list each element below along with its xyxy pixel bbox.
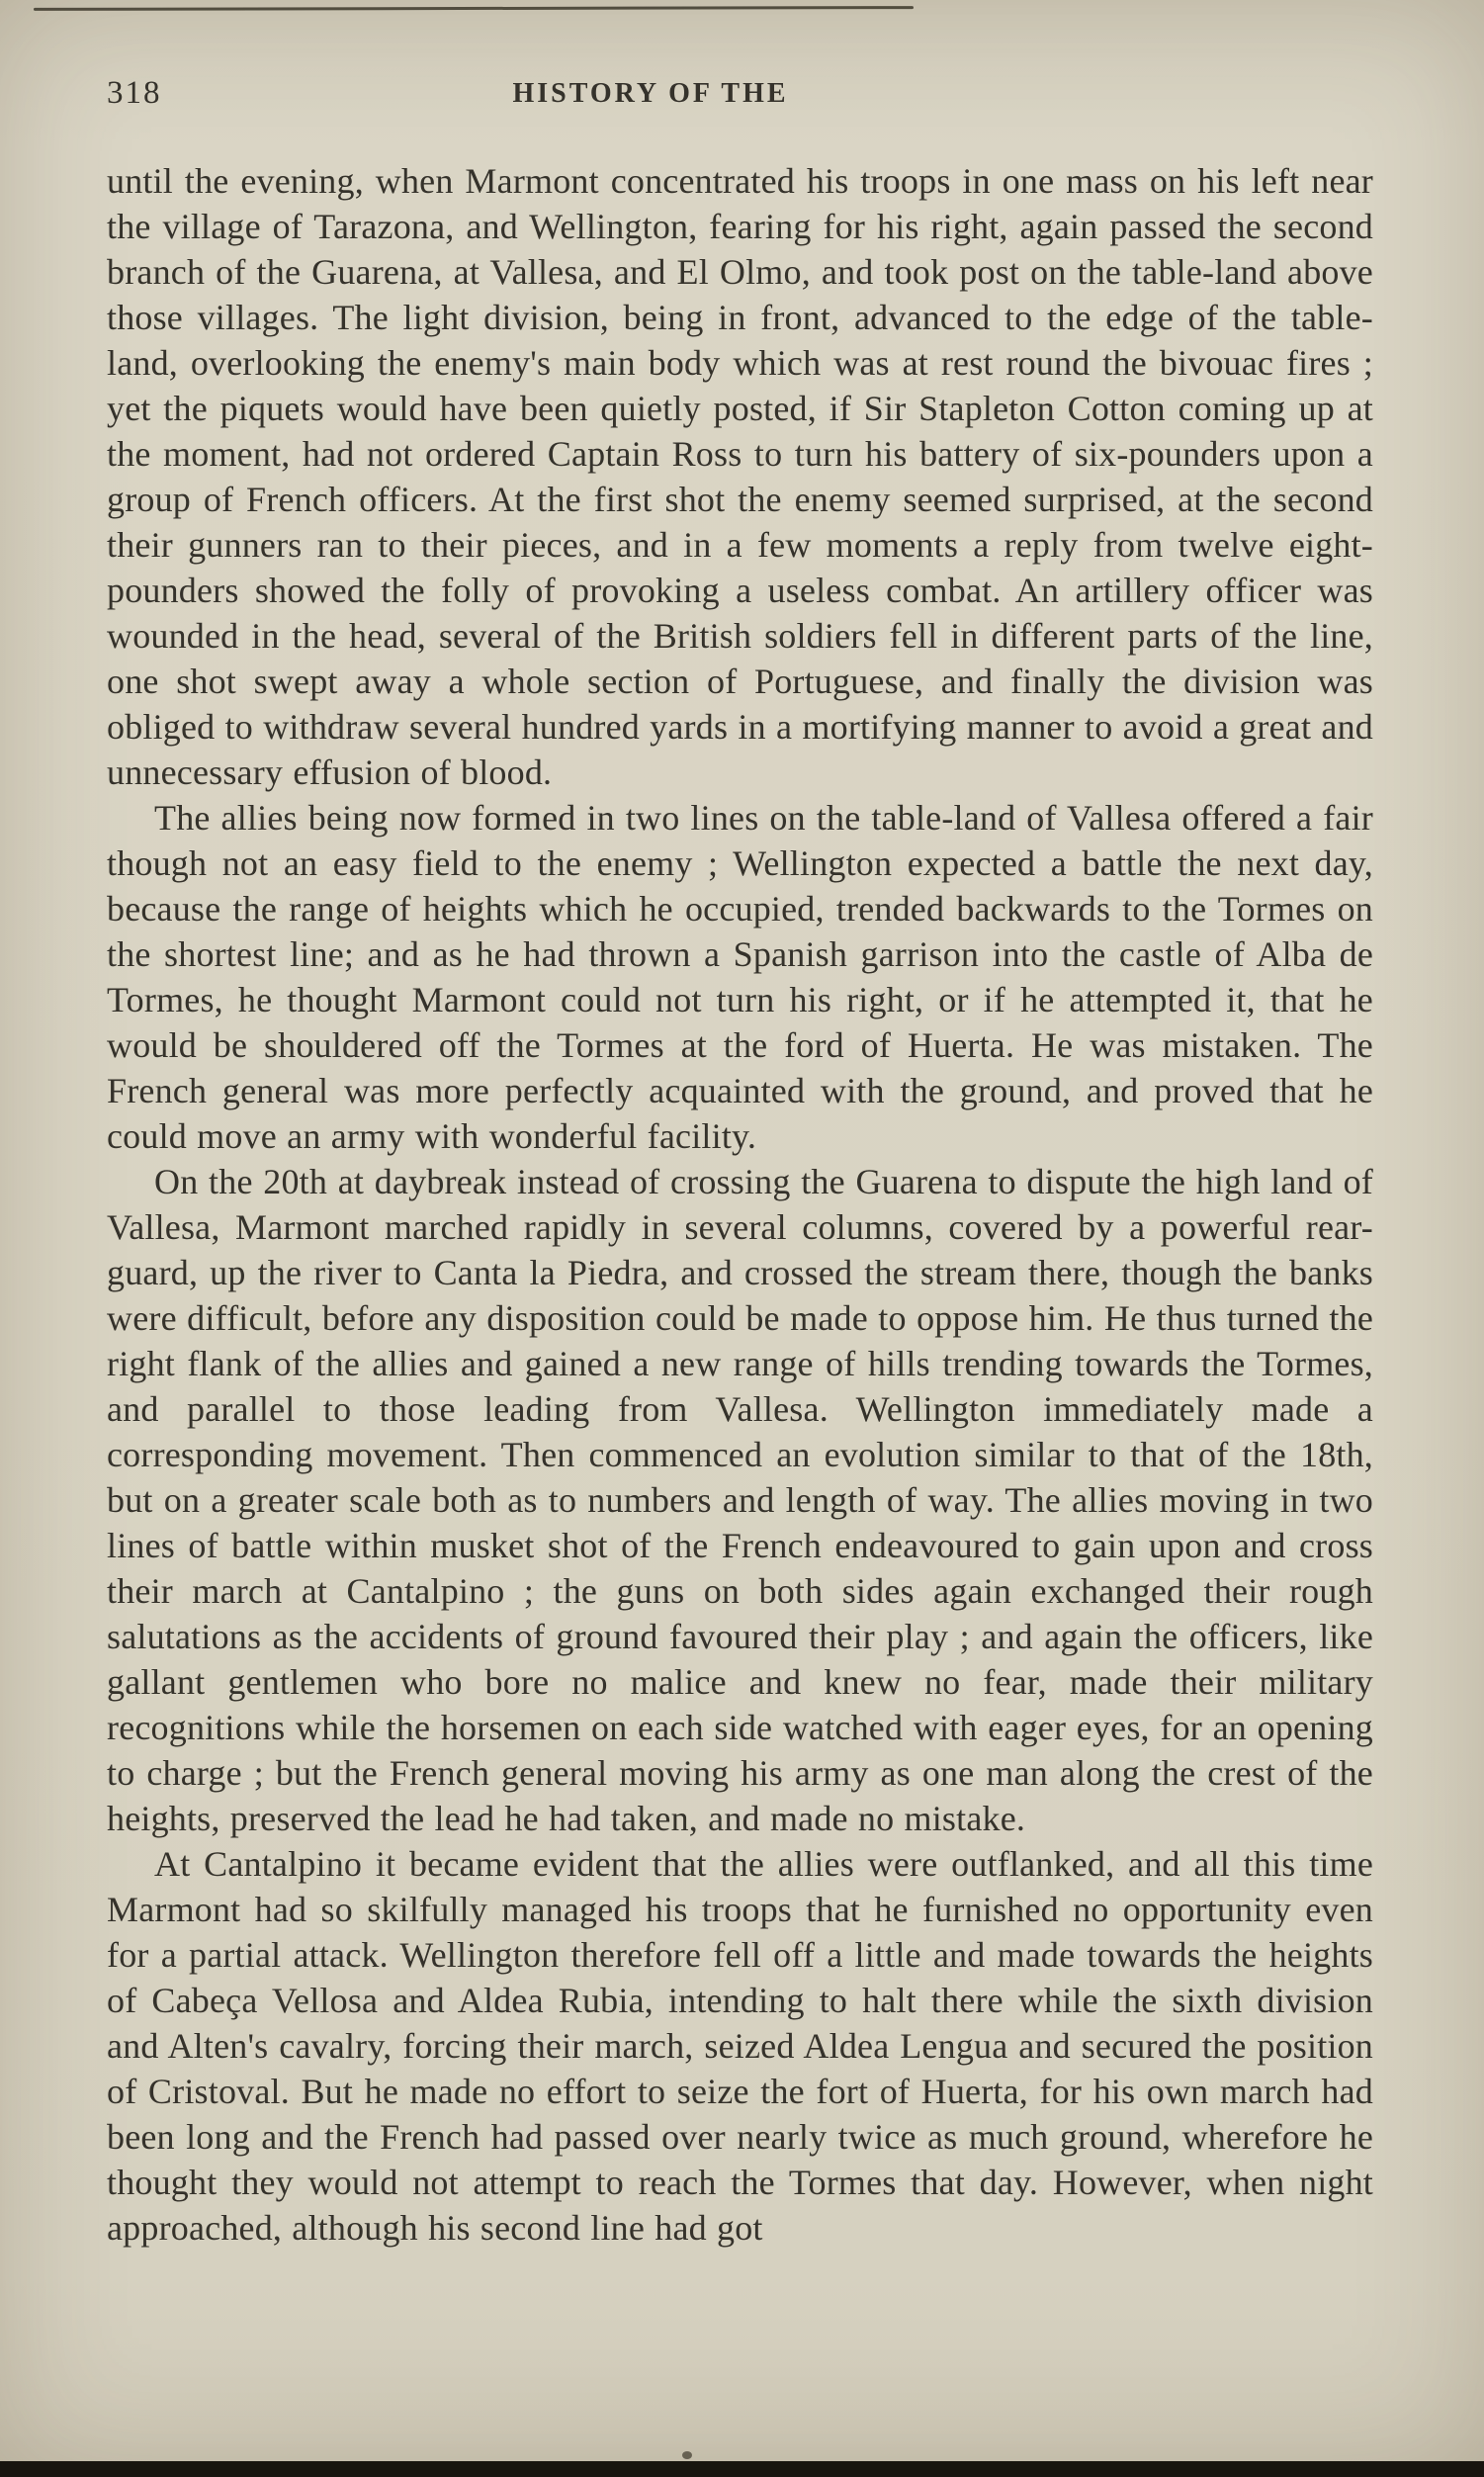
page-body <box>0 123 1484 2251</box>
paragraph: The allies being now formed in two lines on the table-land of Vallesa offered a fair though not an easy field to the enemy ; Wellington expected a battle the next day, because the range of heights which he occupied, trended backwards to the Tormes on the shortest line; and as he had thrown a Spanish garrison into the castle of Alba de Tormes, he thought Marmont could not turn his right, or if he attempted it, that he would be shouldered off the Tormes at the ford of Huerta. He was mistaken. The French general was more perfectly acquainted with the ground, and proved that he could move an army with wonderful facility. <box>107 798 1373 1156</box>
page-number: 318 <box>107 75 162 111</box>
paragraph: until the evening, when Marmont concentrated his troops in one mass on his left near the village of Tarazona, and Wellington, fearing for his right, again passed the second branch of the Guarena, at Vallesa, and El Olmo, and took post on the table-land above those villages. The light division, being in front, advanced to the edge of the table-land, overlooking the enemy's main body which was at rest round the bivouac fires ; yet the piquets would have been quietly posted, if Sir Stapleton Cotton coming up at the moment, had not ordered Captain Ross to turn his battery of six-pounders upon a group of French officers. At the first shot the enemy seemed surprised, at the second their gunners ran to their pieces, and in a few moments a reply from twelve eight-pounders showed the folly of provoking a useless combat. An artillery officer was wounded in the head, several of the British soldiers fell in different parts of the line, one shot swept away a whole section of Portuguese, and finally the division was obliged to withdraw several hundred yards in a mortifying manner to avoid a great and unnecessary effusion of blood. <box>107 161 1373 792</box>
running-header: HISTORY OF THE <box>512 78 789 109</box>
page-header <box>0 0 1484 123</box>
scan-artifact-smudge <box>682 2451 692 2459</box>
scan-artifact-bottom-edge <box>0 2461 1484 2477</box>
paragraph: At Cantalpino it became evident that the allies were outflanked, and all this time Marmont had so skilfully managed his troops that he furnished no opportunity even for a partial attack. Wellington therefore fell off a little and made towards the heights of Cabeça Vellosa and Aldea Rubia, intending to halt there while the sixth division and Alten's cavalry, forcing their march, seized Aldea Lengua and secured the position of Cristoval. But he made no effort to seize the fort of Huerta, for his own march had been long and the French had passed over nearly twice as much ground, wherefore he thought they would not attempt to reach the Tormes that day. However, when night approached, although his second line had got <box>107 1844 1373 2248</box>
paragraph: On the 20th at daybreak instead of crossing the Guarena to dispute the high land of Vallesa, Marmont marched rapidly in several columns, covered by a powerful rear-guard, up the river to Canta la Piedra, and crossed the stream there, though the banks were difficult, before any disposition could be made to oppose him. He thus turned the right flank of the allies and gained a new range of hills trending towards the Tormes, and parallel to those leading from Vallesa. Wellington immediately made a corresponding movement. Then commenced an evolution similar to that of the 18th, but on a greater scale both as to numbers and length of way. The allies moving in two lines of battle within musket shot of the French endeavoured to gain upon and cross their march at Cantalpino ; the guns on both sides again exchanged their rough salutations as the accidents of ground favoured their play ; and again the officers, like gallant gentlemen who bore no malice and knew no fear, made their military recognitions while the horsemen on each side watched with eager eyes, for an opening to charge ; but the French general moving his army as one man along the crest of the heights, preserved the lead he had taken, and made no mistake. <box>107 1162 1373 1838</box>
